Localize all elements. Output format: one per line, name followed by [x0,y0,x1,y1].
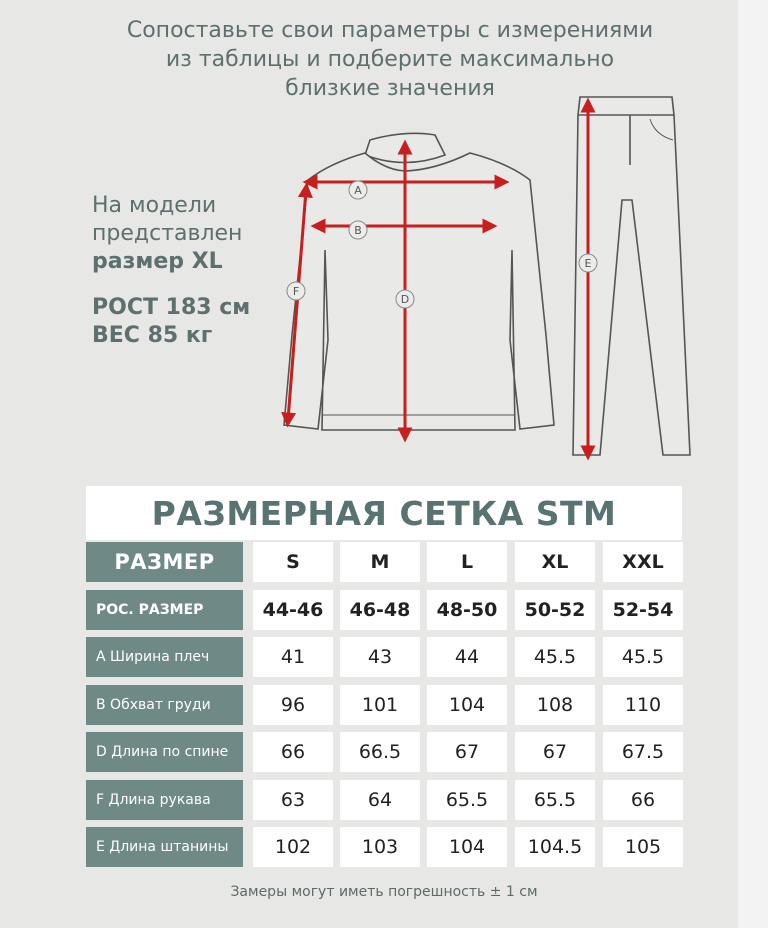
intro-line-3: близкие значения [285,76,495,101]
table-cell: 45.5 [515,637,595,677]
table-cell: 104.5 [515,827,595,867]
header-size-s: S [253,542,333,582]
label-a: A [354,184,362,197]
size-table [86,486,682,858]
table-cell: 64 [340,780,420,820]
header-size-xl: XL [515,542,595,582]
row-label: D Длина по спине [86,732,243,772]
table-title: РАЗМЕРНАЯ СЕТКА STM [86,486,682,540]
table-cell: 41 [253,637,333,677]
table-cell: 44 [427,637,507,677]
table-cell: 66 [603,780,683,820]
row-label: В Обхват груди [86,685,243,725]
label-f: F [292,285,300,298]
table-cell: 102 [253,827,333,867]
model-weight: ВЕС 85 кг [92,323,213,348]
table-cell: 104 [427,827,507,867]
table-cell: 65.5 [427,780,507,820]
model-info [92,192,292,350]
header-size-l: L [427,542,507,582]
table-cell: 45.5 [603,637,683,677]
label-d: D [400,293,410,306]
garment-illustration [270,85,720,470]
pants-drawing [573,97,690,455]
table-cell: 110 [603,685,683,725]
table-cell: 65.5 [515,780,595,820]
header-size-m: M [340,542,420,582]
model-line-1: На модели [92,193,217,218]
header-size-xxl: XXL [603,542,683,582]
table-cell: 48-50 [427,590,507,630]
table-cell: 104 [427,685,507,725]
row-label: Е Длина штанины [86,827,243,867]
table-cell: 63 [253,780,333,820]
table-cell: 44-46 [253,590,333,630]
table-cell: 66.5 [340,732,420,772]
model-height: РОСТ 183 см [92,295,251,320]
table-cell: 52-54 [603,590,683,630]
table-cell: 67.5 [603,732,683,772]
row-label: F Длина рукава [86,780,243,820]
table-cell: 50-52 [515,590,595,630]
table-cell: 103 [340,827,420,867]
table-cell: 96 [253,685,333,725]
label-e: E [584,257,592,270]
table-cell: 46-48 [340,590,420,630]
table-cell: 67 [427,732,507,772]
model-size: размер XL [92,249,223,274]
intro-line-2: из таблицы и подберите максимально [165,47,615,72]
pants-body [573,97,690,455]
table-cell: 105 [603,827,683,867]
footnote: Замеры могут иметь погрешность ± 1 см [230,884,538,900]
intro-line-1: Сопоставьте свои параметры с измерениями [126,18,654,43]
table-cell: 66 [253,732,333,772]
row-label: РОС. РАЗМЕР [86,590,243,630]
label-b: B [354,224,362,237]
jacket-body [284,153,554,430]
table-cell: 67 [515,732,595,772]
model-line-2: представлен [92,221,243,246]
table-cell: 101 [340,685,420,725]
table-cell: 108 [515,685,595,725]
jacket-drawing [284,133,554,430]
header-size-label: РАЗМЕР [86,542,243,582]
table-cell: 43 [340,637,420,677]
row-label: А Ширина плеч [86,637,243,677]
right-edge-strip [738,0,768,928]
